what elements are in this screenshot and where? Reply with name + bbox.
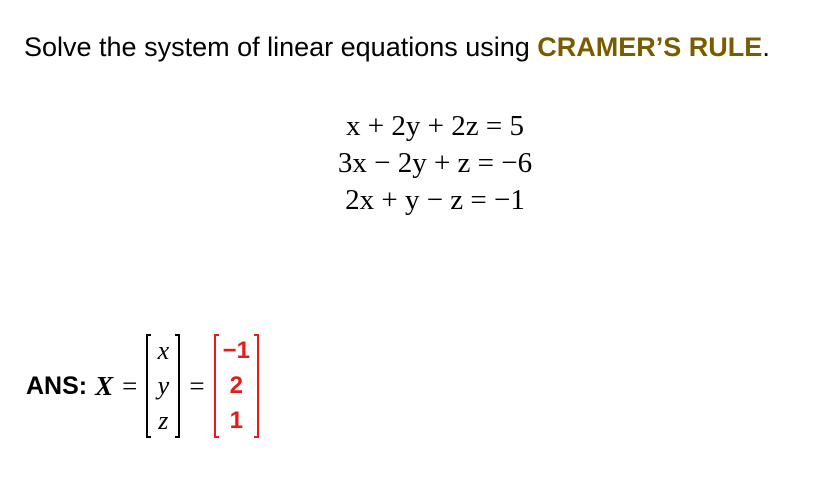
equals-sign: = [122,370,138,401]
method-name: CRAMER’S RULE [537,32,763,62]
equation-2: 3x − 2y + z = −6 [337,147,533,179]
prompt-text: Solve the system of linear equations using [24,32,538,62]
prompt-end: . [762,32,770,62]
solution-entries [219,334,254,438]
matrix-cell-y: y [157,371,170,400]
matrix-cell-x: x [157,336,170,365]
equation-system [300,108,570,219]
answer-block [26,334,259,438]
answer-variable: X [95,370,114,401]
matrix-cell-z: z [158,406,169,435]
problem-prompt [24,30,770,64]
matrix-entries [151,334,175,438]
variable-matrix [146,334,180,438]
equation-1: x + 2y + 2z = 5 [346,110,524,142]
equals-sign: = [189,370,205,401]
equation-3: 2x + y − z = −1 [345,184,525,216]
answer-label: ANS: [26,371,88,400]
solution-cell-z: 1 [229,407,243,434]
matrix-right-bracket [175,334,180,438]
solution-cell-y: 2 [229,372,243,399]
solution-matrix [214,334,259,438]
solution-right-bracket [254,334,259,438]
solution-cell-x: −1 [222,337,250,364]
